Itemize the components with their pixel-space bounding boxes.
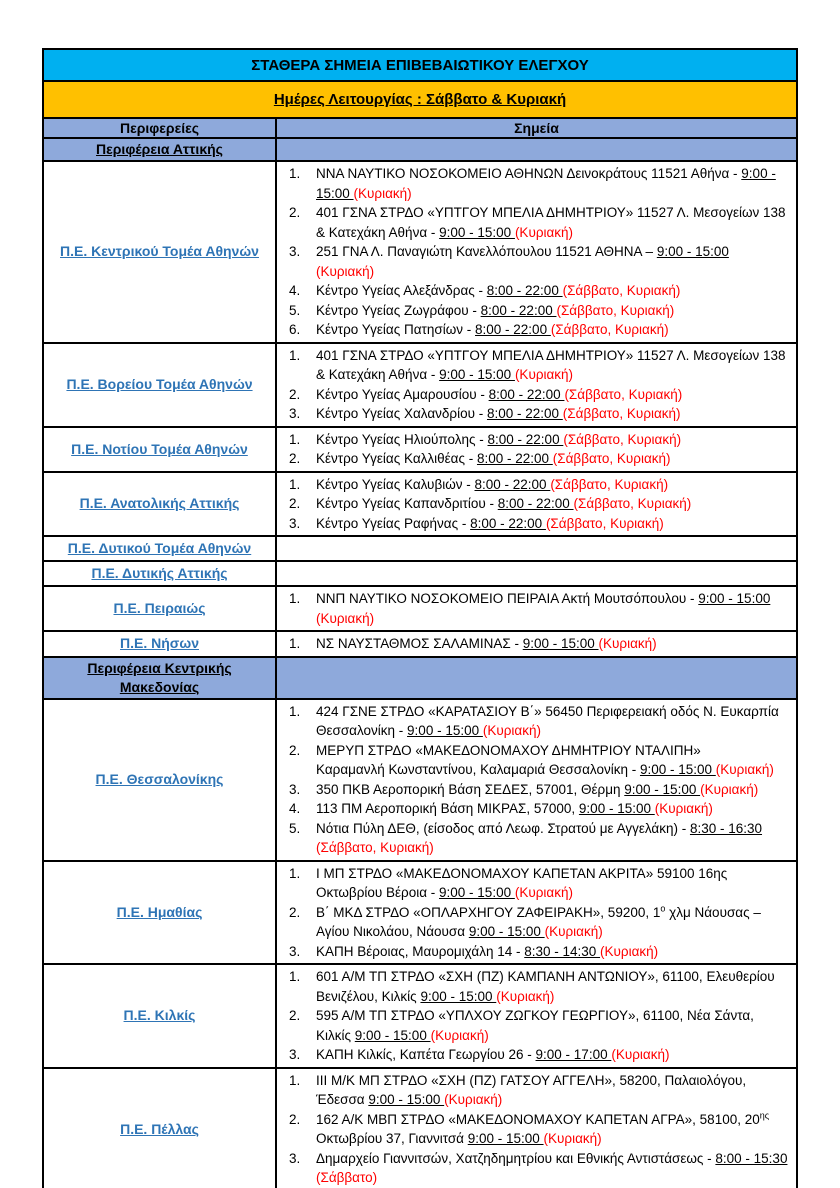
point-text: Κέντρο Υγείας Καλλιθέας - 8:00 - 22:00 (Σάββατο, Κυριακή)	[316, 451, 671, 466]
region-cell	[43, 161, 276, 343]
region-label-link[interactable]: Π.Ε. Δυτικού Τομέα Αθηνών	[67, 540, 252, 556]
point-text: Β΄ ΜΚΔ ΣΤΡΔΟ «ΟΠΛΑΡΧΗΓΟΥ ΖΑΦΕΙΡΑΚΗ», 59200, $1^o$ χλμ Νάουσας – Αγίου Νικολάου, Νάουσα 9:00 - 15:00 (Κυριακή)	[316, 903, 761, 939]
region-cell	[43, 964, 276, 1068]
region-label-link[interactable]: Π.Ε. Θεσσαλονίκης	[95, 771, 224, 787]
point-text: 595 Α/Μ ΤΠ ΣΤΡΔΟ «ΥΠΛΧΟΥ ΖΩΓΚΟΥ ΓΕΩΡΓΙΟΥ», 61100, Νέα Σάντα, Κιλκίς 9:00 - 15:00 (Κυριακή)	[316, 1008, 754, 1043]
region-cell	[43, 586, 276, 631]
point-text: Κέντρο Υγείας Αμαρουσίου - 8:00 - 22:00 (Σάββατο, Κυριακή)	[316, 386, 683, 402]
region-cell	[43, 561, 276, 586]
point-number: 1.	[289, 431, 301, 447]
region-group-fill-cell	[276, 138, 797, 161]
point-item	[281, 404, 790, 424]
point-item	[281, 164, 790, 203]
region-row	[43, 586, 797, 631]
point-number: 2.	[289, 205, 301, 220]
points-cell	[276, 1068, 797, 1188]
points-cell	[276, 472, 797, 537]
point-text: ΙΙΙ Μ/Κ ΜΠ ΣΤΡΔΟ «ΣΧΗ (ΠΖ) ΓΑΤΣΟΥ ΑΓΓΕΛΗ», 58200, Παλαιολόγου, Έδεσσα 9:00 - 15:00 (Κυριακή)	[316, 1072, 747, 1107]
point-item	[281, 514, 790, 534]
point-number: 4.	[289, 801, 301, 816]
region-cell	[43, 472, 276, 537]
region-cell	[43, 631, 276, 657]
region-row	[43, 861, 797, 965]
point-item	[281, 475, 790, 495]
point-item	[281, 942, 790, 962]
point-text: Δημαρχείο Γιαννιτσών, Χατζηδημητρίου και Εθνικής Αντιστάσεως - 8:00 - 15:30 (Σάββατο)	[316, 1150, 788, 1185]
points-cell	[276, 561, 797, 586]
column-header-row	[43, 118, 797, 138]
point-text: 113 ΠΜ Αεροπορική Βάση ΜΙΚΡΑΣ, 57000, 9:00 - 15:00 (Κυριακή)	[316, 801, 713, 816]
points-cell	[276, 861, 797, 965]
point-number: 2.	[289, 386, 301, 402]
region-row	[43, 427, 797, 472]
region-row	[43, 472, 797, 537]
point-number: 3.	[289, 1150, 301, 1166]
point-item	[281, 320, 790, 340]
point-text: 350 ΠΚΒ Αεροπορική Βάση ΣΕΔΕΣ, 57001, Θέρμη 9:00 - 15:00 (Κυριακή)	[316, 781, 759, 797]
region-group-label-cell	[43, 138, 276, 161]
table-subtitle-row	[43, 81, 797, 118]
point-item	[281, 301, 790, 321]
point-item	[281, 203, 790, 242]
point-item	[281, 494, 790, 514]
point-number: 1.	[289, 636, 301, 651]
point-item	[281, 1006, 790, 1045]
point-number: 2.	[289, 1008, 301, 1023]
region-label-link[interactable]: Π.Ε. Ανατολικής Αττικής	[79, 495, 240, 512]
point-item	[281, 864, 790, 903]
point-text: Κέντρο Υγείας Πατησίων - 8:00 - 22:00 (Σάββατο, Κυριακή)	[316, 322, 669, 337]
region-row	[43, 343, 797, 427]
point-number: 2.	[289, 1111, 301, 1127]
point-text: 601 Α/Μ ΤΠ ΣΤΡΔΟ «ΣΧΗ (ΠΖ) ΚΑΜΠΑΝΗ ΑΝΤΩΝΙΟΥ», 61100, Ελευθερίου Βενιζέλου, Κιλκίς 9:00 - 15:00 (Κυριακή)	[316, 969, 775, 1004]
point-text: Νότια Πύλη ΔΕΘ, (είσοδος από Λεωφ. Στρατού με Αγγελάκη) - 8:30 - 16:30 (Σάββατο, Κυριακή)	[316, 820, 763, 855]
point-text: ΝΝΑ ΝΑΥΤΙΚΟ ΝΟΣΟΚΟΜΕΙΟ ΑΘΗΝΩΝ Δεινοκράτους 11521 Αθήνα - 9:00 - 15:00 (Κυριακή)	[316, 166, 776, 201]
point-number: 1.	[289, 476, 301, 492]
region-label-link[interactable]: Π.Ε. Νήσων	[120, 635, 199, 652]
region-cell	[43, 1068, 276, 1188]
point-item	[281, 780, 790, 800]
region-row	[43, 536, 797, 561]
region-label-link[interactable]: Π.Ε. Κιλκίς	[123, 1007, 196, 1024]
point-text: ΚΑΠΗ Κιλκίς, Καπέτα Γεωργίου 26 - 9:00 - 17:00 (Κυριακή)	[316, 1047, 670, 1062]
point-item	[281, 449, 790, 469]
point-number: 3.	[289, 781, 301, 797]
point-text: ΝΣ ΝΑΥΣΤΑΘΜΟΣ ΣΑΛΑΜΙΝΑΣ - 9:00 - 15:00 (Κυριακή)	[316, 636, 657, 651]
region-group-label-cell	[43, 657, 276, 699]
page-title: ΣΤΑΘΕΡΑ ΣΗΜΕΙΑ ΕΠΙΒΕΒΑΙΩΤΙΚΟΥ ΕΛΕΓΧΟΥ	[43, 49, 797, 81]
region-group-label: Περιφέρεια Κεντρικής Μακεδονίας	[87, 659, 232, 695]
region-label-link[interactable]: Π.Ε. Νοτίου Τομέα Αθηνών	[71, 440, 248, 457]
region-cell	[43, 343, 276, 427]
point-number: 2.	[289, 451, 301, 466]
point-number: 5.	[289, 302, 301, 318]
point-number: 1.	[289, 969, 301, 984]
region-cell	[43, 427, 276, 472]
point-item	[281, 430, 790, 450]
table-title-row	[43, 49, 797, 81]
point-item	[281, 589, 790, 628]
point-number: 2.	[289, 496, 301, 511]
region-group-row	[43, 138, 797, 161]
point-number: 1.	[289, 591, 301, 606]
points-cell	[276, 343, 797, 427]
point-number: 3.	[289, 244, 301, 259]
region-label-link[interactable]: Π.Ε. Πέλλας	[120, 1120, 199, 1137]
point-item	[281, 903, 790, 942]
table-body	[43, 49, 797, 1188]
region-group-fill-cell	[276, 657, 797, 699]
points-cell	[276, 161, 797, 343]
point-number: 1.	[289, 865, 301, 881]
point-number: 1.	[289, 347, 301, 363]
point-text: 424 ΓΣΝΕ ΣΤΡΔΟ «ΚΑΡΑΤΑΣΙΟΥ Β΄» 56450 Περιφερειακή οδός Ν. Ευκαρπία Θεσσαλονίκη - 9:00 - 15:00 (Κυριακή)	[316, 703, 779, 738]
point-number: 5.	[289, 820, 301, 836]
column-header-regions: Περιφερείες	[43, 118, 276, 138]
operating-days-subtitle: Ημέρες Λειτουργίας : Σάββατο & Κυριακή	[273, 91, 567, 108]
column-header-points: Σημεία	[276, 118, 797, 138]
points-cell	[276, 964, 797, 1068]
point-item	[281, 819, 790, 858]
region-row	[43, 964, 797, 1068]
point-number: 3.	[289, 943, 301, 959]
point-number: 6.	[289, 322, 301, 337]
checkpoints-table	[42, 48, 798, 1188]
point-item	[281, 702, 790, 741]
region-row	[43, 561, 797, 586]
point-item	[281, 799, 790, 819]
region-row	[43, 1068, 797, 1188]
point-number: 1.	[289, 703, 301, 719]
points-cell	[276, 699, 797, 861]
point-item	[281, 1071, 790, 1110]
point-number: 1.	[289, 166, 301, 181]
region-group-label: Περιφέρεια Αττικής	[96, 141, 223, 157]
point-number: 1.	[289, 1072, 301, 1088]
point-number: 3.	[289, 515, 301, 531]
region-label-link[interactable]: Π.Ε. Πειραιώς	[113, 600, 206, 616]
region-cell	[43, 861, 276, 965]
point-item	[281, 1110, 790, 1149]
point-item	[281, 346, 790, 385]
region-row	[43, 699, 797, 861]
region-cell	[43, 536, 276, 561]
point-item	[281, 634, 790, 654]
point-text: Κέντρο Υγείας Ραφήνας - 8:00 - 22:00 (Σάββατο, Κυριακή)	[316, 515, 664, 531]
region-group-row	[43, 657, 797, 699]
region-cell	[43, 699, 276, 861]
point-item	[281, 385, 790, 405]
point-text: Κέντρο Υγείας Αλεξάνδρας - 8:00 - 22:00 (Σάββατο, Κυριακή)	[316, 283, 681, 298]
point-number: 3.	[289, 1047, 301, 1062]
point-text: Ι ΜΠ ΣΤΡΔΟ «ΜΑΚΕΔΟΝΟΜΑΧΟΥ ΚΑΠΕΤΑΝ ΑΚΡΙΤΑ» 59100 16ης Οκτωβρίου Βέροια - 9:00 - 15:00 (Κυριακή)	[316, 865, 728, 900]
point-number: 2.	[289, 742, 301, 758]
point-text: Κέντρο Υγείας Ζωγράφου - 8:00 - 22:00 (Σάββατο, Κυριακή)	[316, 302, 675, 318]
point-text: 251 ΓΝΑ Λ. Παναγιώτη Κανελλόπουλου 11521 ΑΘΗΝΑ – 9:00 - 15:00 (Κυριακή)	[316, 244, 729, 279]
point-text: Κέντρο Υγείας Χαλανδρίου - 8:00 - 22:00 (Σάββατο, Κυριακή)	[316, 406, 681, 421]
point-item	[281, 242, 790, 281]
point-item	[281, 1149, 790, 1188]
point-text: ΚΑΠΗ Βέροιας, Μαυρομιχάλη 14 - 8:30 - 14:30 (Κυριακή)	[316, 943, 659, 959]
point-item	[281, 741, 790, 780]
subtitle-cell	[43, 81, 797, 118]
region-row	[43, 631, 797, 657]
region-label-link[interactable]: Π.Ε. Βορείου Τομέα Αθηνών	[66, 376, 253, 392]
point-item	[281, 281, 790, 301]
point-number: 4.	[289, 283, 301, 298]
point-text: ΜΕΡΥΠ ΣΤΡΔΟ «ΜΑΚΕΔΟΝΟΜΑΧΟΥ ΔΗΜΗΤΡΙΟΥ ΝΤΑΛΙΠΗ» Καραμανλή Κωνσταντίνου, Καλαμαριά Θεσσαλονίκη - 9:00 - 15:00 (Κυριακή)	[316, 742, 774, 777]
point-text: 401 ΓΣΝΑ ΣΤΡΔΟ «ΥΠΤΓΟΥ ΜΠΕΛΙΑ ΔΗΜΗΤΡΙΟΥ» 11527 Λ. Μεσογείων 138 & Κατεχάκη Αθήνα - 9:00 - 15:00 (Κυριακή)	[316, 205, 786, 240]
points-cell	[276, 631, 797, 657]
region-row	[43, 161, 797, 343]
point-text: Κέντρο Υγείας Καπανδριτίου - 8:00 - 22:00 (Σάββατο, Κυριακή)	[316, 496, 692, 511]
points-cell	[276, 427, 797, 472]
point-item	[281, 1045, 790, 1065]
point-number: 2.	[289, 904, 301, 920]
point-text: Κέντρο Υγείας Καλυβιών - 8:00 - 22:00 (Σάββατο, Κυριακή)	[316, 476, 669, 492]
points-cell	[276, 586, 797, 631]
point-number: 3.	[289, 406, 301, 421]
point-text: 162 Α/Κ ΜΒΠ ΣΤΡΔΟ «ΜΑΚΕΔΟΝΟΜΑΧΟΥ ΚΑΠΕΤΑΝ ΑΓΡΑ», 58100, $20^{\eta\varsigma}$ Οκτωβρίου 37, Γιαννιτσά 9:00 - 15:00 (Κυριακή)	[316, 1110, 770, 1146]
point-text: ΝΝΠ ΝΑΥΤΙΚΟ ΝΟΣΟΚΟΜΕΙΟ ΠΕΙΡΑΙΑ Ακτή Μουτσόπουλου - 9:00 - 15:00 (Κυριακή)	[316, 591, 771, 626]
region-label-link[interactable]: Π.Ε. Δυτικής Αττικής	[91, 565, 228, 581]
region-label-link[interactable]: Π.Ε. Κεντρικού Τομέα Αθηνών	[60, 243, 259, 260]
points-cell	[276, 536, 797, 561]
region-label-link[interactable]: Π.Ε. Ημαθίας	[116, 903, 203, 920]
point-item	[281, 967, 790, 1006]
point-text: Κέντρο Υγείας Ηλιούπολης - 8:00 - 22:00 (Σάββατο, Κυριακή)	[316, 431, 682, 447]
point-text: 401 ΓΣΝΑ ΣΤΡΔΟ «ΥΠΤΓΟΥ ΜΠΕΛΙΑ ΔΗΜΗΤΡΙΟΥ» 11527 Λ. Μεσογείων 138 & Κατεχάκη Αθήνα - 9:00 - 15:00 (Κυριακή)	[316, 347, 786, 382]
